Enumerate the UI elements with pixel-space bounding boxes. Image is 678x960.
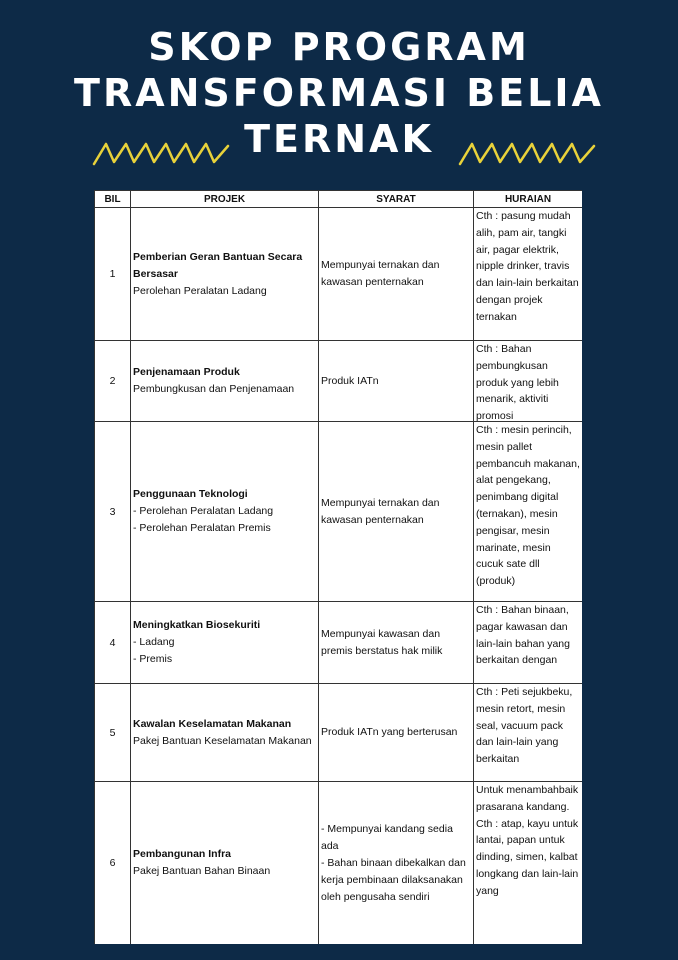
syarat-line: - Bahan binaan dibekalkan dan kerja pembinaan dilaksanakan oleh pengusaha sendiri	[321, 856, 466, 903]
cell-syarat	[319, 422, 474, 602]
syarat-line: Mempunyai kawasan dan premis berstatus hak milik	[321, 627, 443, 657]
huraian-text: Cth : Peti sejukbeku, mesin retort, mesin seal, vacuum pack dan lain-lain yang berkaitan	[476, 686, 573, 766]
huraian-text: Untuk menambahbaik prasarana kandang. Cth : atap, kayu untuk lantai, papan untuk dinding, simen, kalbat longkang dan lain-lain yang	[476, 784, 579, 897]
syarat-line: Mempunyai ternakan dan kawasan penternakan	[321, 259, 440, 288]
zigzag-decoration-right	[458, 138, 598, 168]
huraian-text: Cth : Bahan binaan, pagar kawasan dan lain-lain bahan yang berkaitan dengan	[476, 604, 570, 667]
syarat-line: - Mempunyai kandang sedia ada	[321, 822, 453, 852]
header-huraian: HURAIAN	[474, 191, 583, 208]
program-table-container	[94, 190, 582, 944]
cell-projek	[131, 341, 319, 422]
zigzag-decoration-left	[92, 138, 232, 168]
projek-title: Pemberian Geran Bantuan Secara Bersasar	[133, 250, 303, 280]
table-row	[95, 684, 583, 782]
projek-line: Pakej Bantuan Bahan Binaan	[133, 865, 271, 877]
cell-syarat	[319, 208, 474, 341]
projek-line: Pakej Bantuan Keselamatan Makanan	[133, 734, 312, 747]
table-header-row	[95, 191, 583, 208]
title-line-2: TRANSFORMASI BELIA	[74, 71, 604, 115]
cell-huraian	[474, 602, 583, 684]
projek-line: - Perolehan Peralatan Ladang	[133, 505, 274, 517]
projek-title: Kawalan Keselamatan Makanan	[133, 717, 292, 730]
title-line-3: TERNAK	[244, 117, 434, 161]
header-syarat: SYARAT	[319, 191, 474, 208]
header-projek: PROJEK	[131, 191, 319, 208]
cell-projek	[131, 422, 319, 602]
cell-bil: 5	[95, 684, 131, 782]
projek-title: Penggunaan Teknologi	[133, 488, 248, 500]
cell-syarat	[319, 341, 474, 422]
projek-line: Pembungkusan dan Penjenamaan	[133, 383, 295, 395]
cell-syarat	[319, 782, 474, 945]
cell-huraian	[474, 208, 583, 341]
huraian-text: Cth : mesin perincih, mesin pallet pembancuh makanan, alat pengekang, penimbang digital (ternakan), mesin pengisar, mesin marinate, mesin cucuk sate dll (produk)	[476, 424, 580, 588]
cell-projek	[131, 782, 319, 945]
syarat-line: Produk IATn yang berterusan	[321, 726, 458, 738]
huraian-text: Cth : pasung mudah alih, pam air, tangki air, pagar elektrik, nipple drinker, travis dan lain-lain berkaitan dengan projek ternakan	[476, 210, 579, 323]
table-row	[95, 602, 583, 684]
projek-line: Perolehan Peralatan Ladang	[133, 284, 267, 297]
cell-syarat	[319, 684, 474, 782]
projek-line: - Perolehan Peralatan Premis	[133, 522, 271, 534]
projek-line: - Ladang	[133, 636, 175, 648]
table-row	[95, 341, 583, 422]
syarat-line: Produk IATn	[321, 374, 379, 387]
cell-projek	[131, 602, 319, 684]
title-line-1: SKOP PROGRAM	[148, 25, 530, 69]
program-table	[94, 190, 582, 944]
table-row	[95, 422, 583, 602]
table-row	[95, 782, 583, 945]
projek-title: Penjenamaan Produk	[133, 366, 240, 378]
cell-huraian	[474, 422, 583, 602]
header-bil: BIL	[95, 191, 131, 208]
cell-bil: 3	[95, 422, 131, 602]
syarat-line: Mempunyai ternakan dan kawasan penternakan	[321, 496, 440, 526]
cell-projek	[131, 208, 319, 341]
cell-syarat	[319, 602, 474, 684]
cell-huraian	[474, 684, 583, 782]
projek-line: - Premis	[133, 653, 173, 665]
cell-huraian	[474, 782, 583, 945]
huraian-text: Cth : Bahan pembungkusan produk yang lebih menarik, aktiviti promosi	[476, 343, 559, 421]
projek-title: Meningkatkan Biosekuriti	[133, 619, 261, 631]
cell-bil: 1	[95, 208, 131, 341]
table-row	[95, 208, 583, 341]
cell-bil: 6	[95, 782, 131, 945]
cell-bil: 4	[95, 602, 131, 684]
cell-bil: 2	[95, 341, 131, 422]
projek-title: Pembangunan Infra	[133, 848, 232, 860]
cell-huraian	[474, 341, 583, 422]
cell-projek	[131, 684, 319, 782]
